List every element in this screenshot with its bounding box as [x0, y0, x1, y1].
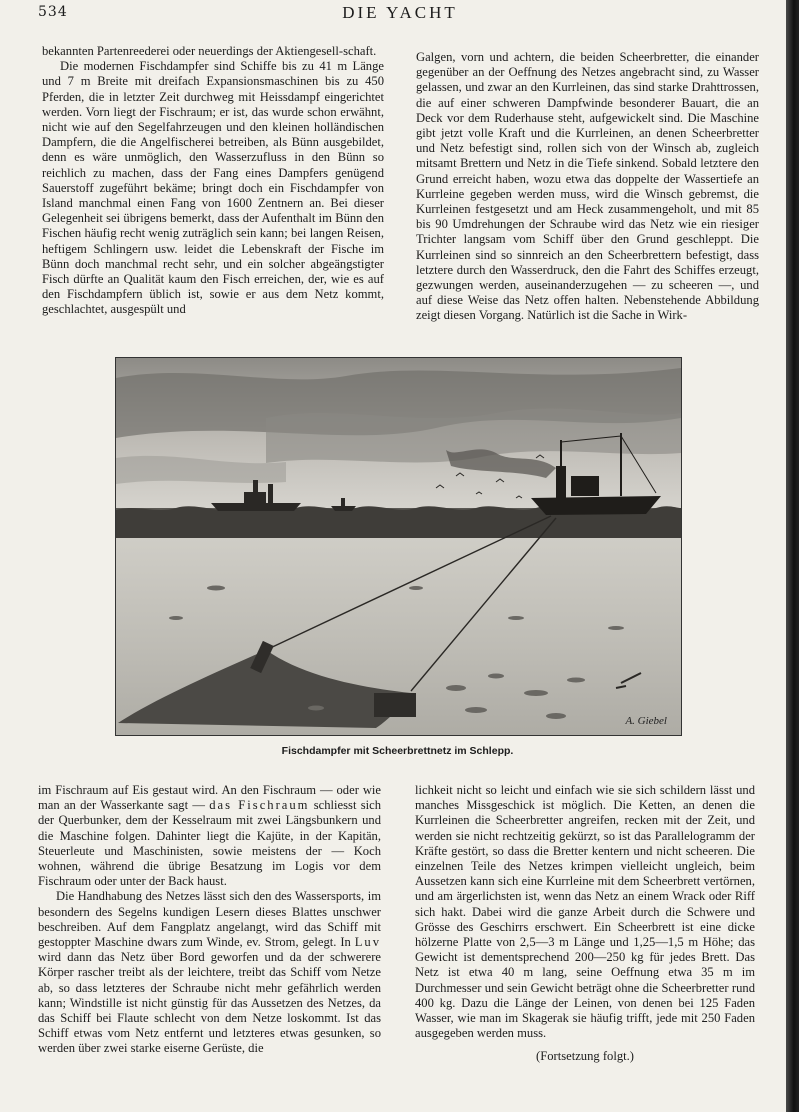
column-top-left: [42, 44, 384, 318]
paragraph-text: im Fischraum auf Eis gestaut wird. An den Fischraum — oder wie man an der Wasserkante sagt —: [38, 783, 381, 813]
artist-signature: A. Giebel: [625, 715, 667, 727]
paragraph-text: schliesst sich der Querbunker, dem der Kesselraum mit zwei Längsbunkern und die Maschine folgen. Dahinter liegt die Kajüte, in der Kapitän, Steuerleute und Maschinisten, sowie meistens der — Koch wohnen, während die übrige Besatzung im Logis vor dem Fischraum oder unter der Back haust.: [38, 798, 381, 889]
column-bottom-right: [415, 783, 755, 1065]
paragraph: lichkeit nicht so leicht und einfach wie sie sich schildern lässt und manches Missgeschick ist möglich. Die Ketten, an denen die Kurrleinen die Scheerbretter angreifen, recken mit der Zeit, und werden sie nicht rechtzeitig gekürzt, so ist das Parallelogramm der Kräfte gestört, so dass die Bretter kentern und nicht scheeren. Die einzelnen Teile des Netzes krimpen vielleicht ungleich, beim Aussetzen kann sich eine Kurrleine mit dem Scheerbrett vertörnen, und am ärgerlichsten ist, wenn das Netz an einem Wrack oder Riff sich hakt. Dabei wird die ganze Arbeit durch die Schwere und Grösse des Geschirrs erschwert. Ein Scheerbrett ist eine dicke hölzerne Platte von 2,5—3 m Länge und 1,25—1,5 m Höhe; das Gewicht ist dementsprechend 200—250 kg für jedes Brett. Das Netz ist etwa 40 m lang, seine Oeffnung etwa 35 m im Durchmesser und sein Gewicht beträgt ohne die Scheerbretter rund 400 kg. Dazu die Länge der Leinen, von denen bei 125 Faden Wasser, wie man im Skagerak sie häufig trifft, jede mit 250 Faden ausgegeben werden muss.: [415, 783, 755, 1041]
column-bottom-left: [38, 783, 381, 1057]
paragraph-text: wird dann das Netz über Bord geworfen und da der schwerere Körper rascher treibt als der leichtere, treibt das Schiff vom Netze ab, so dass letzteres der Schraube nicht mehr gefährlich werden kann; Windstille ist nicht günstig für das Aussetzen des Netzes, da das Schiff bei Flaute schlecht von dem Netze loskommt. Ist das Schiff etwas vom Netz entfernt und letzteres etwas gesunken, so werden über zwei starke eiserne Gerüste, die: [38, 950, 381, 1056]
otter-board: [374, 693, 416, 717]
continued-note: (Fortsetzung folgt.): [536, 1049, 634, 1064]
emphasized-text: Luv: [354, 935, 381, 950]
book-spine: [786, 0, 799, 1112]
illustration-trawler-with-otter-trawl: [115, 357, 682, 736]
paragraph: Galgen, vorn und achtern, die beiden Scheerbretter, die einander gegenüber an der Oeffnung des Netzes angebracht sind, zu Wasser gelassen, und zwar an den Kurrleinen, das sind starke Drahttrossen, die auf einer schweren Dampfwinde besonderer Bauart, die an Deck vor dem Ruderhause steht, aufgewickelt sind. Die Maschine gibt jetzt volle Kraft und die Kurrleinen, an denen Scheerbretter und Netz befestigt sind, rollen sich von der Winsch ab, zugleich mitsamt Brettern und Netz in die Tiefe sinkend. Sobald letztere den Grund erreicht haben, wozu etwa das doppelte der Wassertiefe an Kurrleine gegeben werden muss, wird die Winsch gebremst, die Kurrleinen festgesetzt und am Heck zusammengeholt, und mit 85 bis 90 Umdrehungen der Schraube wird das Netz wie ein riesiger Trichter langsam vom Schiff über den Grund geschleppt. Die Kurrleinen sind so sinnreich an den Scheerbrettern befestigt, dass letztere durch den Wasserdruck, den die Fahrt des Schiffes erzeugt, gezwungen werden, auseinanderzugehen — zu scheeren —, und auf diese Weise das Netz offen halten. Nebenstehende Abbildung zeigt diesen Vorgang. Natürlich ist die Sache in Wirk-: [416, 50, 759, 323]
paragraph: [38, 889, 381, 1056]
paragraph-text: Die Handhabung des Netzes lässt sich den des Wassersports, im besondern des Segelns kundigen Lesern dieses Blattes unschwer beschreiben. Auf dem Fangplatz angelangt, wird das Schiff mit gestoppter Maschine dwars zum Winde, ev. Strom, gelegt. In: [38, 889, 381, 950]
paragraph: bekannten Partenreederei oder neuerdings der Aktiengesell-schaft.: [42, 44, 377, 58]
figure-caption: Fischdampfer mit Scheerbrettnetz im Schlepp.: [281, 745, 514, 757]
trawler-engraving: [116, 358, 681, 735]
paragraph: Die modernen Fischdampfer sind Schiffe bis zu 41 m Länge und 7 m Breite mit dreifach Expansionsmaschinen bis zu 450 Pferden, die in letzter Zeit durchweg mit Heissdampf eingerichtet werden. Vorn liegt der Fischraum; er ist, das wurde schon erwähnt, nicht wie auf den Segelfahrzeugen und den kleinen holländischen Dampfern, die die Angelfischerei betreiben, als Bünn ausgebildet, denn es wäre unmöglich, den Wasserzufluss in den Bünn so reichlich zu machen, dass der Fang eines Dampfers genügend Sauerstoff zugeführt bekäme; bringt doch ein Fischdampfer von Island manchmal einen Fang von 1600 Zentnern an. Bei dieser Gelegenheit sei übrigens bemerkt, dass der Aufenthalt im Bünn den Fischen häufig recht wenig zuträglich sein kann; bei langen Reisen, heftigem Schlingern usw. leidet die Lebenskraft der Fische im Bünn doch manchmal recht sehr, und ein solcher abgeängstigter Fisch dürfte an Qualität kaum den Fisch erreichen, der, wie es auf den Fischdampfern üblich ist, sowie er aus dem Netz kommt, geschlachtet, ausgespült und: [42, 59, 384, 317]
column-top-right: [416, 50, 759, 324]
page-number: 534: [38, 4, 68, 20]
paragraph: [38, 783, 381, 889]
journal-title: DIE YACHT: [342, 3, 458, 22]
emphasized-text: das Fischraum: [209, 798, 310, 813]
